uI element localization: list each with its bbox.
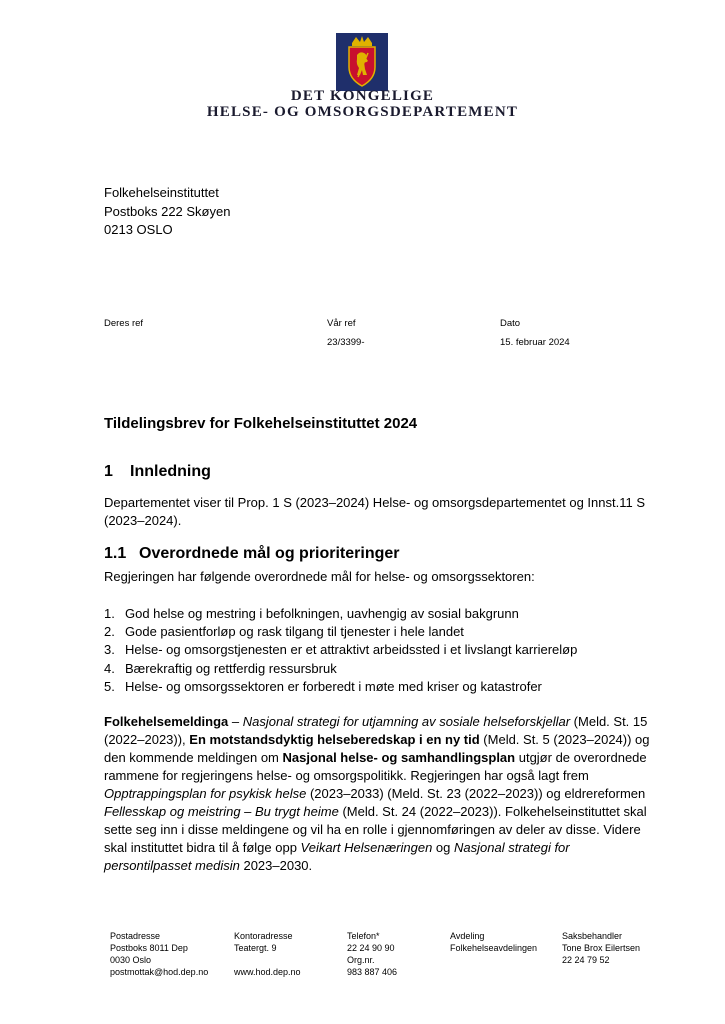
goal-item — [104, 642, 577, 657]
goal-text: Helse- og omsorgstjenesten er et attraktivt arbeidssted i et livslangt karriereløp — [125, 642, 578, 657]
italic-text: Nasjonal strategi for utjamning av sosiale helseforskjellar — [242, 714, 571, 729]
goal-number: 1. — [104, 606, 115, 621]
footer-value — [234, 954, 301, 966]
section-1-1-number: 1.1 — [104, 545, 127, 562]
ministry-name-line1: DET KONGELIGE — [290, 88, 435, 104]
footer-value: 0030 Oslo — [110, 955, 152, 965]
coat-of-arms-logo — [336, 33, 388, 91]
section-1-1-heading: Overordnede mål og prioriteringer — [139, 545, 400, 562]
text-run: (Meld. St. 15 (2022–2023)), — [104, 714, 648, 747]
recipient-postcode: 0213 OSLO — [104, 222, 173, 237]
var-ref-label: Vår ref — [327, 318, 356, 329]
goal-number: 5. — [104, 679, 115, 694]
section-1-text: Departementet viser til Prop. 1 S (2023–2024) Helse- og omsorgsdepartementet og Innst.11 S (2023–2024). — [104, 495, 645, 528]
bold-text: En motstandsdyktig helseberedskap i en ny tid — [189, 732, 480, 747]
text-run: utgjør de overordnede rammene for regjeringens helse- og omsorgspolitikk. Regjeringen har også lagt frem — [104, 750, 647, 783]
footer-value: Folkehelseavdelingen — [450, 943, 538, 953]
bold-text: Nasjonal helse- og samhandlingsplan — [282, 750, 516, 765]
footer-case-officer — [562, 930, 640, 966]
footer-website-link[interactable]: www.hod.dep.no — [234, 967, 301, 977]
goal-item — [104, 661, 337, 676]
footer-value: Org.nr. — [347, 955, 375, 965]
recipient-name: Folkehelseinstituttet — [104, 185, 219, 200]
recipient-address: Postboks 222 Skøyen — [104, 204, 231, 219]
footer-value: 22 24 79 52 — [562, 955, 610, 965]
italic-text: Fellesskap og meistring – Bu trygt heime — [104, 804, 339, 819]
goal-item — [104, 606, 519, 621]
goal-text: Bærekraftig og rettferdig ressursbruk — [125, 661, 337, 676]
goals-intro: Regjeringen har følgende overordnede mål for helse- og omsorgssektoren: — [104, 569, 535, 584]
section-1-heading: Innledning — [130, 463, 211, 480]
footer-value: Teatergt. 9 — [234, 943, 277, 953]
footer-department — [450, 930, 537, 954]
var-ref-value: 23/3399- — [327, 337, 365, 348]
date-label: Dato — [500, 318, 521, 329]
section-1-number: 1 — [104, 463, 113, 480]
footer-phone — [347, 930, 397, 978]
goal-number: 2. — [104, 624, 115, 639]
goal-number: 4. — [104, 661, 115, 676]
goal-text: Helse- og omsorgssektoren er forberedt i møte med kriser og katastrofer — [125, 679, 542, 694]
italic-text: Veikart Helsenæringen — [300, 840, 433, 855]
footer-label: Saksbehandler — [562, 931, 623, 941]
footer-value: Postboks 8011 Dep — [110, 943, 188, 953]
goal-number: 3. — [104, 642, 115, 657]
text-run: og — [432, 840, 454, 855]
text-run: (2023–2033) (Meld. St. 23 (2022–2023)) og eldrereformen — [306, 786, 646, 801]
italic-text: Opptrappingsplan for psykisk helse — [104, 786, 307, 801]
footer-label: Kontoradresse — [234, 931, 293, 941]
footer-postal-address — [110, 930, 208, 978]
goal-item — [104, 624, 464, 639]
footer-office-address — [234, 930, 301, 978]
text-run: – — [228, 714, 243, 729]
footer-email-link[interactable]: postmottak@hod.dep.no — [110, 967, 209, 977]
footer-label: Telefon* — [347, 931, 380, 941]
policy-paragraph — [104, 713, 659, 875]
goal-text: Gode pasientforløp og rask tilgang til tjenester i hele landet — [125, 624, 464, 639]
date-value: 15. februar 2024 — [500, 337, 570, 348]
footer-value: Tone Brox Eilertsen — [562, 943, 641, 953]
text-run: (Meld. St. 5 (2023–2024)) og den kommende meldingen om — [104, 732, 650, 765]
bold-text: Folkehelsemeldinga — [104, 714, 229, 729]
footer-value: 983 887 406 — [347, 967, 398, 977]
footer-value: 22 24 90 90 — [347, 943, 395, 953]
text-run: (Meld. St. 24 (2022–2023)). Folkehelseinstituttet skal sette seg inn i disse meldingene og vil ha en rolle i gjennomføringen av deler av disse. Videre skal instituttet bidra til å følge opp — [104, 804, 647, 855]
goal-text: God helse og mestring i befolkningen, uavhengig av sosial bakgrunn — [125, 606, 519, 621]
footer-label: Avdeling — [450, 931, 485, 941]
text-run: 2023–2030. — [239, 858, 313, 873]
document-title: Tildelingsbrev for Folkehelseinstituttet 2024 — [104, 415, 418, 432]
deres-ref-label: Deres ref — [104, 318, 144, 329]
goal-item — [104, 679, 542, 694]
ministry-name-line2: HELSE- OG OMSORGSDEPARTEMENT — [206, 104, 519, 120]
footer-label: Postadresse — [110, 931, 161, 941]
italic-text: Nasjonal strategi for persontilpasset medisin — [104, 840, 570, 873]
